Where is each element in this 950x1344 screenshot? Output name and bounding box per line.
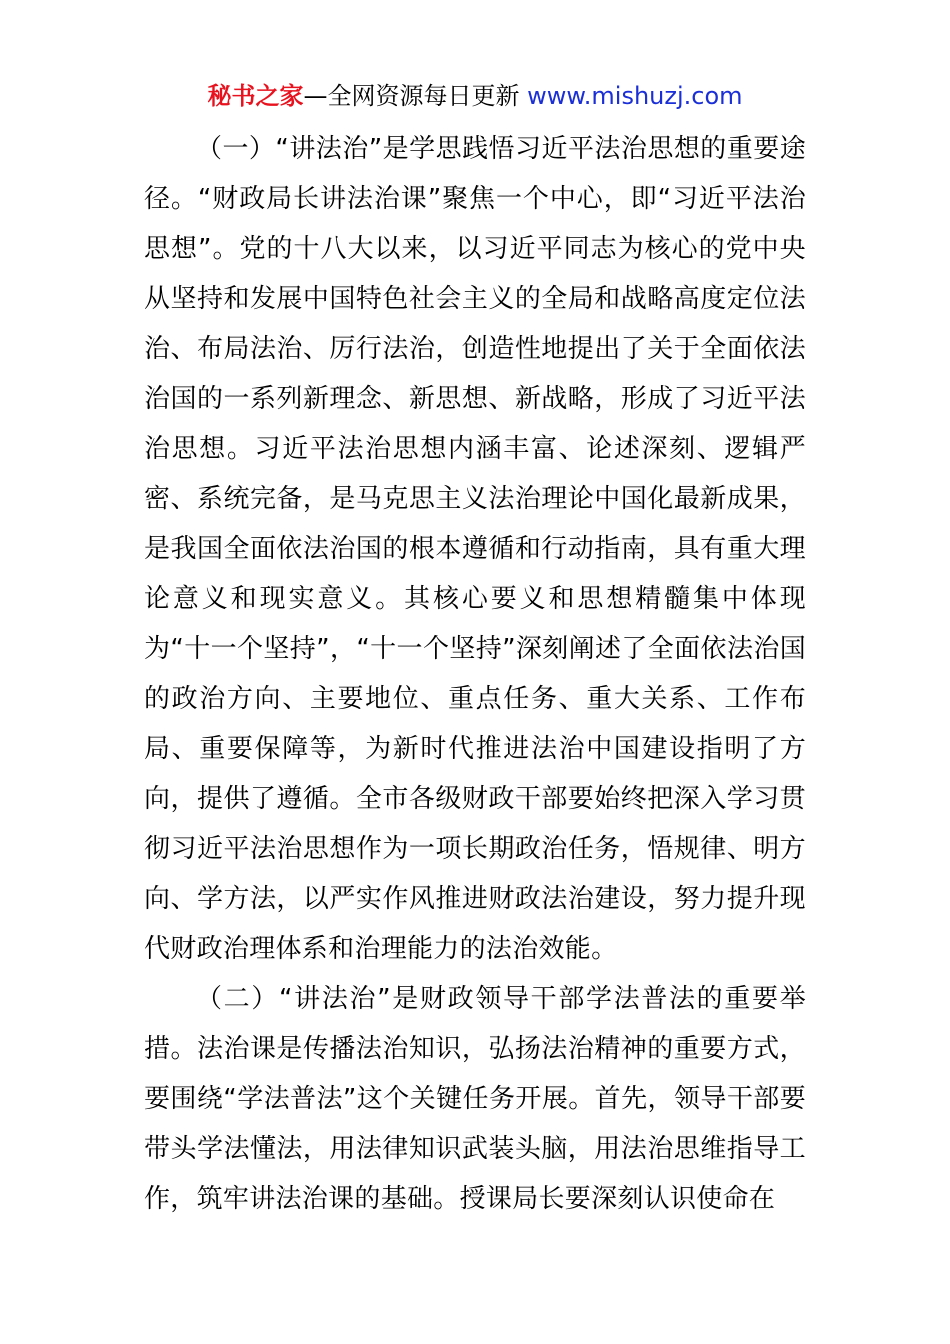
site-url[interactable]: www.mishuzj.com [527, 82, 743, 110]
paragraph-2: （二）“讲法治”是财政领导干部学法普法的重要举措。法治课是传播法治知识，弘扬法治精神的重要方式，要围绕“学法普法”这个关键任务开展。首先，领导干部要带头学法懂法，用法律知识武装头脑，用法治思维指导工作，筑牢讲法治课的基础。授课局长要深刻认识使命在 [144, 984, 806, 1214]
site-header [0, 80, 950, 112]
site-brand: 秘书之家 [207, 82, 304, 110]
document-body [144, 124, 806, 1224]
site-tagline: —全网资源每日更新 [303, 82, 520, 110]
paragraph-1: （一）“讲法治”是学思践悟习近平法治思想的重要途径。“财政局长讲法治课”聚焦一个中心，即“习近平法治思想”。党的十八大以来，以习近平同志为核心的党中央从坚持和发展中国特色社会主义的全局和战略高度定位法治、布局法治、厉行法治，创造性地提出了关于全面依法治国的一系列新理念、新思想、新战略，形成了习近平法治思想。习近平法治思想内涵丰富、论述深刻、逻辑严密、系统完备，是马克思主义法治理论中国化最新成果，是我国全面依法治国的根本遵循和行动指南，具有重大理论意义和现实意义。其核心要义和思想精髓集中体现为“十一个坚持”，“十一个坚持”深刻阐述了全面依法治国的政治方向、主要地位、重点任务、重大关系、工作布局、重要保障等，为新时代推进法治中国建设指明了方向，提供了遵循。全市各级财政干部要始终把深入学习贯彻习近平法治思想作为一项长期政治任务，悟规律、明方向、学方法，以严实作风推进财政法治建设，努力提升现代财政治理体系和治理能力的法治效能。 [144, 134, 806, 964]
